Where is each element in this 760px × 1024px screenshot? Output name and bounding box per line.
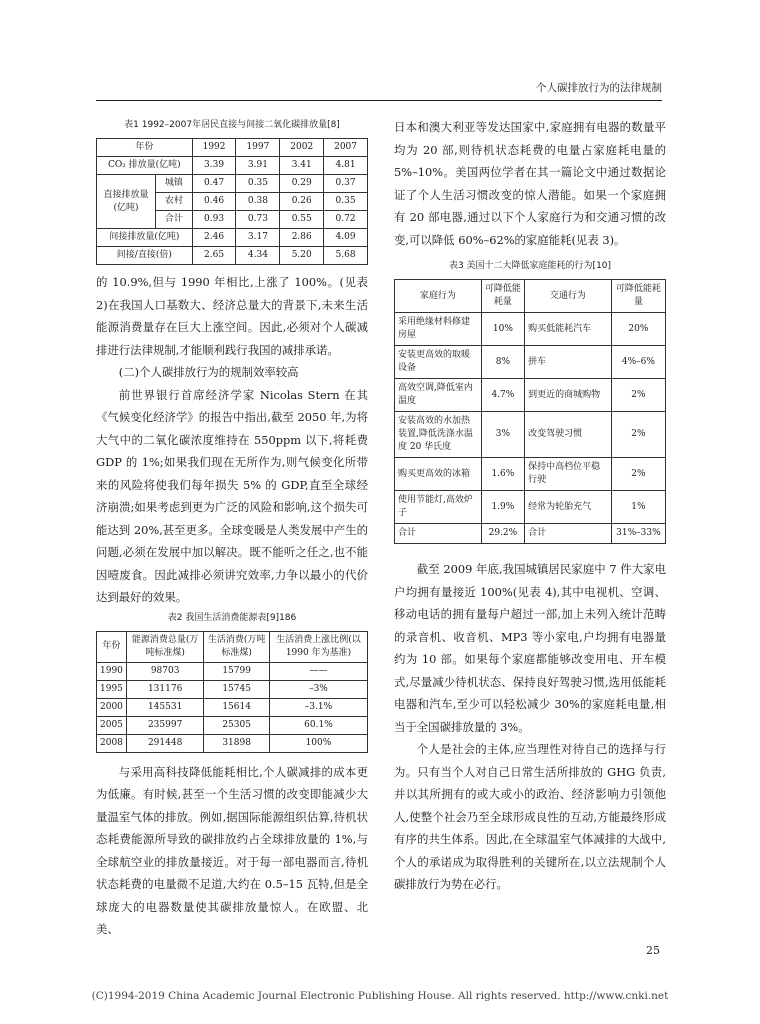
table-cell: 15745 [204, 680, 270, 698]
table1-caption: 表1 1992–2007年居民直接与间接二氧化碳排放量[8] [124, 120, 340, 130]
table-cell: 保持中高档位平稳行驶 [525, 458, 612, 491]
table-cell: 购买低能耗汽车 [525, 313, 612, 346]
table-cell: 4.09 [324, 229, 368, 247]
table-row [395, 491, 666, 524]
table-cell: 1995 [97, 680, 127, 698]
table-cell: 使用节能灯,高效炉子 [395, 491, 482, 524]
table-cell: 0.37 [324, 175, 368, 193]
table-cell: 合计 [525, 524, 612, 544]
table-row [395, 412, 666, 458]
table1 [96, 138, 368, 265]
table-cell: 0.72 [324, 211, 368, 229]
table-row [97, 662, 368, 680]
table-cell: 0.93 [192, 211, 236, 229]
table-cell: 间接排放量(亿吨) [97, 229, 193, 247]
table-row [97, 716, 368, 734]
table-cell: 生活消费(万吨标准煤) [204, 631, 270, 662]
table-cell: 5.20 [280, 247, 324, 265]
table-cell: 1.6% [481, 458, 524, 491]
table-cell: 0.26 [280, 193, 324, 211]
table-cell: —— [269, 662, 367, 680]
table-cell: 1% [611, 491, 665, 524]
table-cell: 0.46 [192, 193, 236, 211]
right-paragraph-1: 日本和澳大利亚等发达国家中,家庭拥有电器的数量平均为 20 部,则待机状态耗费的电量占家庭耗电量的 5%–10%。美国两位学者在其一篇论文中通过数据论证了个人生活习惯改变的惊人潜能。如果一个家庭拥有 20 部电器,通过以下个人家庭行为和交通习惯的改变,可以降低 60%–62%的家庭能耗(见表 3)。 [394, 120, 666, 247]
spacer [394, 251, 666, 257]
table-cell: –3% [269, 680, 367, 698]
table-row [97, 247, 368, 265]
table-cell: 29.2% [481, 524, 524, 544]
table-cell: 100% [269, 734, 367, 752]
right-column [394, 116, 666, 896]
table-cell: 2002 [280, 139, 324, 157]
table-cell: 交通行为 [525, 280, 612, 313]
table-cell: 1992 [192, 139, 236, 157]
running-title: 个人碳排放行为的法律规制 [536, 82, 662, 94]
table-cell: 间接/直接(倍) [97, 247, 193, 265]
table-cell: –3.1% [269, 698, 367, 716]
table-cell: 2000 [97, 698, 127, 716]
table-row [97, 734, 368, 752]
table-cell: 2008 [97, 734, 127, 752]
table-cell: 0.47 [192, 175, 236, 193]
table-cell: 安装高效的水加热装置,降低洗涤水温度 20 华氏度 [395, 412, 482, 458]
table-cell: 0.38 [236, 193, 280, 211]
table-cell: 0.35 [324, 193, 368, 211]
table-row [395, 280, 666, 313]
table3 [394, 279, 666, 544]
table-cell: 年份 [97, 139, 193, 157]
table-cell: 60.1% [269, 716, 367, 734]
table-cell: 0.73 [236, 211, 280, 229]
page-number: 25 [646, 944, 660, 957]
table-cell: 0.35 [236, 175, 280, 193]
table-cell: 城镇 [156, 175, 193, 193]
table-row [395, 379, 666, 412]
table2 [96, 631, 368, 753]
table-row [97, 139, 368, 157]
left-paragraph-2: 前世界银行首席经济学家 Nicolas Stern 在其《气候变化经济学》的报告中指出,截至 2050 年,为将大气中的二氧化碳浓度维持在 550ppm 以下,将耗费 GDP 的 1%;如果我们现在无所作为,则气候变化所带来的风险将使我们每年损失 5% 的 GDP,直至全球经济崩溃;如果考虑到更为广泛的风险和影响,这个损失可能达到 20%,甚至更多。全球变暖是人类发展中产生的问题,必须在发展中加以解决。既不能听之任之,也不能因噎废食。因此减排必须讲究效率,力争以最小的代价达到最好的效果。 [96, 387, 368, 604]
table-cell: 10% [481, 313, 524, 346]
table-row [97, 698, 368, 716]
table3-caption: 表3 美国十二大降低家庭能耗的行为[10] [448, 261, 612, 271]
table-cell: 2% [611, 412, 665, 458]
table-cell: 4.7% [481, 379, 524, 412]
table-cell: 可降低能耗量 [481, 280, 524, 313]
table-cell: 2.86 [280, 229, 324, 247]
table-cell: 1997 [236, 139, 280, 157]
right-paragraph-2: 截至 2009 年底,我国城镇居民家庭中 7 件大家电户均拥有量接近 100%(见表 4),其中电视机、空调、移动电话的拥有量每户超过一部,加上未列入统计范畴的录音机、收音机、MP3 等小家电,户均拥有电器量约为 10 部。如果每个家庭都能够改变用电、开车模式,尽量减少待机状态、保持良好驾驶习惯,选用低能耗电器和汽车,至少可以轻松减少 30%的家庭耗电量,相当于全国碳排放量的 3%。 [394, 562, 666, 734]
table-cell: 15799 [204, 662, 270, 680]
table-row [97, 631, 368, 662]
table-cell: 1.9% [481, 491, 524, 524]
table-row [97, 157, 368, 175]
table-row [395, 346, 666, 379]
table-cell: 2007 [324, 139, 368, 157]
section-subheading: (二)个人碳排放行为的规制效率较高 [118, 365, 299, 379]
table-cell: 2005 [97, 716, 127, 734]
left-paragraph-3: 与采用高科技降低能耗相比,个人碳减排的成本更为低廉。有时候,甚至一个生活习惯的改变即能减少大量温室气体的排放。例如,据国际能源组织估算,待机状态耗费能源所导致的碳排放约占全球排放量的 1%,与全球航空业的排放量接近。对于每一部电器而言,待机状态耗费的电量微不足道,大约在 0.5–15 瓦特,但是全球庞大的电器数量使其碳排放量惊人。在欧盟、北美、 [96, 764, 368, 936]
table-cell: 合计 [156, 211, 193, 229]
table-cell: 0.29 [280, 175, 324, 193]
left-column [96, 116, 368, 941]
table-cell: 15614 [204, 698, 270, 716]
table-cell: 能源消费总量(万吨标准煤) [126, 631, 203, 662]
table-cell: 4.81 [324, 157, 368, 175]
table-cell: 31898 [204, 734, 270, 752]
table-row [97, 175, 368, 193]
table-cell: 年份 [97, 631, 127, 662]
table-cell: 可降低能耗量 [611, 280, 665, 313]
table-cell: 3.91 [236, 157, 280, 175]
table-cell: 2% [611, 458, 665, 491]
table-cell: 145531 [126, 698, 203, 716]
table-cell: 直接排放量(亿吨) [97, 175, 156, 229]
table-cell: 合计 [395, 524, 482, 544]
table-cell: 4%–6% [611, 346, 665, 379]
table-cell: 拼车 [525, 346, 612, 379]
table-cell: 31%–33% [611, 524, 665, 544]
table-row [395, 458, 666, 491]
table-row [97, 680, 368, 698]
table-cell: 3.17 [236, 229, 280, 247]
table-cell: 235997 [126, 716, 203, 734]
table-cell: 采用绝缘材料修建房屋 [395, 313, 482, 346]
table-cell: 131176 [126, 680, 203, 698]
table-cell: 3.41 [280, 157, 324, 175]
table-cell: 购买更高效的冰箱 [395, 458, 482, 491]
table-cell: 2.46 [192, 229, 236, 247]
table-row [395, 524, 666, 544]
table-cell: 安装更高效的取暖设备 [395, 346, 482, 379]
left-paragraph-1: 的 10.9%,但与 1990 年相比,上涨了 100%。(见表 2)在我国人口基数大、经济总量大的背景下,未来生活能源消费量存在巨大上涨空间。因此,必须对个人碳减排进行法律规制,才能顺利践行我国的减排承诺。 [96, 275, 368, 357]
table-cell: CO₂ 排放量(亿吨) [97, 157, 193, 175]
table-cell: 3% [481, 412, 524, 458]
table-cell: 8% [481, 346, 524, 379]
table-row [395, 313, 666, 346]
table-cell: 3.39 [192, 157, 236, 175]
table-row [97, 229, 368, 247]
table-cell: 改变驾驶习惯 [525, 412, 612, 458]
table-cell: 4.34 [236, 247, 280, 265]
table-cell: 25305 [204, 716, 270, 734]
table-cell: 0.55 [280, 211, 324, 229]
table-cell: 1990 [97, 662, 127, 680]
right-paragraph-3: 个人是社会的主体,应当理性对待自己的选择与行为。只有当个人对自己日常生活所排放的 GHG 负责,并以其所拥有的或大或小的政治、经济影响力引领他人,使整个社会乃至全球形成良性的互动,方能最终形成有序的共生体系。因此,在全球温室气体减排的大战中,个人的承诺成为取得胜利的关键所在,以立法规制个人碳排放行为势在必行。 [394, 742, 666, 891]
table-cell: 生活消费上涨比例(以 1990 年为基准) [269, 631, 367, 662]
table2-caption: 表2 我国生活消费能源表[9]186 [167, 612, 297, 623]
table-cell: 经常为轮胎充气 [525, 491, 612, 524]
table-cell: 98703 [126, 662, 203, 680]
table-cell: 家庭行为 [395, 280, 482, 313]
table-cell: 291448 [126, 734, 203, 752]
table-cell: 到更近的商城购物 [525, 379, 612, 412]
table-cell: 农村 [156, 193, 193, 211]
table-cell: 高效空调,降低室内温度 [395, 379, 482, 412]
table-cell: 2.65 [192, 247, 236, 265]
running-header [96, 80, 662, 101]
table-cell: 2% [611, 379, 665, 412]
table-cell: 20% [611, 313, 665, 346]
copyright-footer: (C)1994-2019 China Academic Journal Electronic Publishing House. All rights reserved. http://www.cnki.net [91, 990, 669, 1002]
table-cell: 5.68 [324, 247, 368, 265]
